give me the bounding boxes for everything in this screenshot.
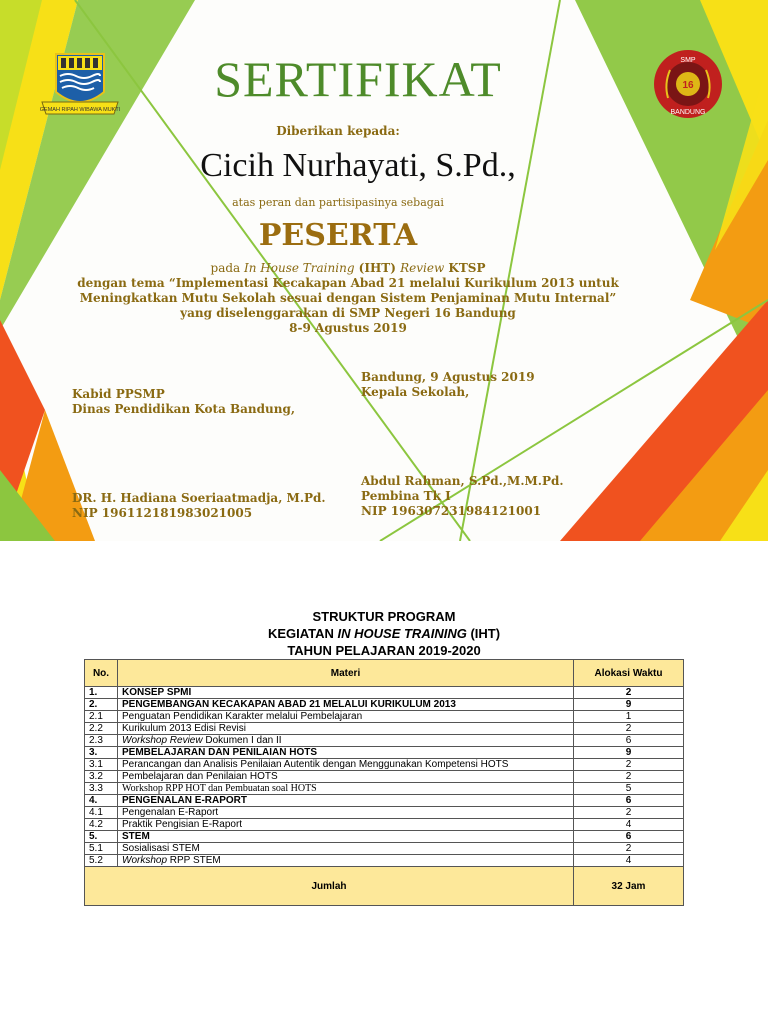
row-materi: Pengenalan E-Raport: [118, 807, 574, 819]
row-alokasi: 2: [574, 843, 684, 855]
row-no: 5.2: [85, 855, 118, 867]
row-alokasi: 2: [574, 807, 684, 819]
left-signer-name: DR. H. Hadiana Soeriaatmadja, M.Pd.: [72, 491, 326, 505]
row-materi: Kurikulum 2013 Edisi Revisi: [118, 723, 574, 735]
left-signer-nip: NIP 196112181983021005: [72, 506, 253, 520]
header-no: No.: [85, 660, 118, 687]
row-no: 3.3: [85, 783, 118, 795]
row-materi: Workshop RPP HOT dan Pembuatan soal HOTS: [118, 783, 574, 795]
total-label: Jumlah: [85, 867, 574, 906]
table-row: [85, 819, 684, 831]
row-materi: Sosialisasi STEM: [118, 843, 574, 855]
row-alokasi: 2: [574, 759, 684, 771]
event-line-1: pada In House Training (IHT) Review KTSP: [210, 261, 486, 275]
table-total-row: [85, 867, 684, 906]
row-materi: Pembelajaran dan Penilaian HOTS: [118, 771, 574, 783]
role-intro: atas peran dan partisipasinya sebagai: [232, 196, 444, 209]
logo-top-text: SMP: [680, 57, 696, 64]
row-materi: Perancangan dan Analisis Penilaian Autentik dengan Menggunakan Kompetensi HOTS: [118, 759, 574, 771]
certificate-title: SERTIFIKAT: [214, 51, 502, 107]
logo-motto: GEMAH RIPAH WIBAWA MUKTI: [39, 107, 121, 113]
row-materi: PENGEMBANGAN KECAKAPAN ABAD 21 MELALUI KURIKULUM 2013: [118, 699, 574, 711]
right-signer-place-date: Bandung, 9 Agustus 2019: [361, 370, 535, 384]
left-signer-office: Dinas Pendidikan Kota Bandung,: [72, 402, 296, 416]
row-no: 5.: [85, 831, 118, 843]
row-no: 5.1: [85, 843, 118, 855]
table-row: [85, 831, 684, 843]
left-signer-position: Kabid PPSMP: [72, 387, 165, 401]
row-no: 4.: [85, 795, 118, 807]
header-alokasi: Alokasi Waktu: [574, 660, 684, 687]
row-no: 2.2: [85, 723, 118, 735]
row-no: 4.2: [85, 819, 118, 831]
table-row: [85, 771, 684, 783]
table-body: [85, 687, 684, 867]
row-no: 4.1: [85, 807, 118, 819]
row-alokasi: 2: [574, 687, 684, 699]
row-materi: Workshop RPP STEM: [118, 855, 574, 867]
row-no: 3.: [85, 747, 118, 759]
event-date: 8-9 Agustus 2019: [289, 321, 407, 335]
row-no: 3.1: [85, 759, 118, 771]
program-table: [84, 659, 684, 906]
event-line-4: yang diselenggarakan di SMP Negeri 16 Bandung: [180, 306, 516, 320]
row-alokasi: 2: [574, 723, 684, 735]
row-materi: STEM: [118, 831, 574, 843]
table-row: [85, 807, 684, 819]
logo-number: 16: [682, 80, 694, 91]
row-no: 2.3: [85, 735, 118, 747]
row-alokasi: 6: [574, 831, 684, 843]
table-row: [85, 711, 684, 723]
row-alokasi: 5: [574, 783, 684, 795]
table-row: [85, 747, 684, 759]
row-no: 1.: [85, 687, 118, 699]
right-signer-name: Abdul Rahman, S.Pd.,M.M.Pd.: [361, 474, 564, 488]
table-row: [85, 735, 684, 747]
recipient-name: Cicih Nurhayati, S.Pd.,: [200, 147, 516, 184]
row-alokasi: 4: [574, 819, 684, 831]
row-no: 3.2: [85, 771, 118, 783]
right-signer-rank: Pembina Tk I: [361, 489, 451, 503]
program-title: [0, 608, 768, 659]
table-header-row: [85, 660, 684, 687]
table-row: [85, 699, 684, 711]
program-title-line-1: STRUKTUR PROGRAM: [312, 609, 456, 624]
row-alokasi: 2: [574, 771, 684, 783]
role-title: PESERTA: [258, 218, 418, 253]
row-alokasi: 9: [574, 699, 684, 711]
table-row: [85, 843, 684, 855]
given-to-label: Diberikan kepada:: [276, 124, 400, 138]
table-row: [85, 759, 684, 771]
row-materi: PEMBELAJARAN DAN PENILAIAN HOTS: [118, 747, 574, 759]
table-row: [85, 723, 684, 735]
program-title-line-2: KEGIATAN IN HOUSE TRAINING (IHT): [267, 626, 501, 641]
row-alokasi: 6: [574, 795, 684, 807]
table-row: [85, 795, 684, 807]
header-materi: Materi: [118, 660, 574, 687]
row-alokasi: 4: [574, 855, 684, 867]
row-materi: Praktik Pengisian E-Raport: [118, 819, 574, 831]
row-alokasi: 9: [574, 747, 684, 759]
table-row: [85, 783, 684, 795]
program-title-line-3: TAHUN PELAJARAN 2019-2020: [287, 643, 481, 658]
row-materi: Workshop Review Dokumen I dan II: [118, 735, 574, 747]
row-no: 2.1: [85, 711, 118, 723]
total-value: 32 Jam: [574, 867, 684, 906]
event-line-2: dengan tema “Implementasi Kecakapan Abad 21 melalui Kurikulum 2013 untuk: [77, 276, 619, 290]
row-materi: PENGENALAN E-RAPORT: [118, 795, 574, 807]
row-alokasi: 1: [574, 711, 684, 723]
table-row: [85, 687, 684, 699]
row-no: 2.: [85, 699, 118, 711]
row-alokasi: 6: [574, 735, 684, 747]
table-row: [85, 855, 684, 867]
row-materi: KONSEP SPMI: [118, 687, 574, 699]
logo-bottom-text: BANDUNG: [670, 109, 706, 116]
right-signer-position: Kepala Sekolah,: [361, 385, 470, 399]
right-signer-nip: NIP 196307231984121001: [361, 504, 542, 518]
event-line-3: Meningkatkan Mutu Sekolah sesuai dengan Sistem Penjaminan Mutu Internal”: [79, 291, 617, 305]
row-materi: Penguatan Pendidikan Karakter melalui Pembelajaran: [118, 711, 574, 723]
